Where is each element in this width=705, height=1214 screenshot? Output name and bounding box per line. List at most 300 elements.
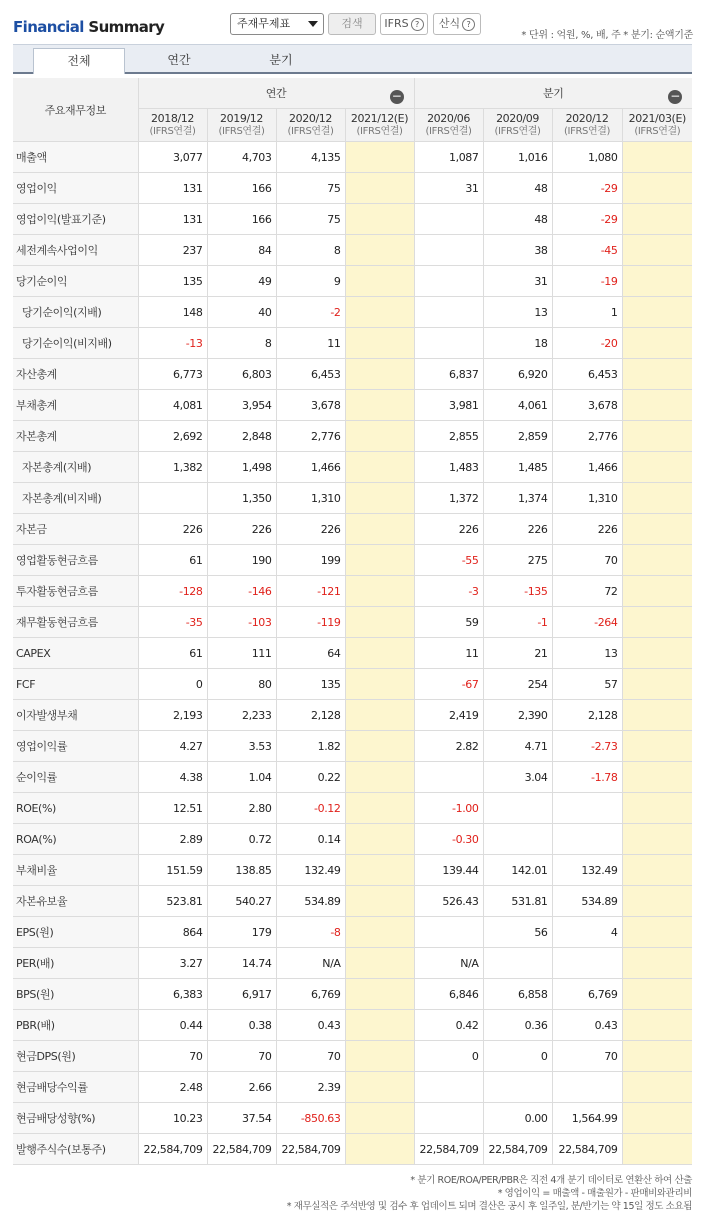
- table-row: [13, 1134, 692, 1165]
- row-label[interactable]: 자본총계: [13, 421, 138, 452]
- table-cell: -29: [552, 173, 622, 204]
- table-cell: -121: [276, 576, 345, 607]
- table-cell: 80: [207, 669, 276, 700]
- table-cell: [345, 328, 414, 359]
- unit-note: * 단위 : 억원, %, 배, 주 * 분기: 순액기준: [521, 30, 693, 41]
- table-cell: [345, 1010, 414, 1041]
- table-cell: 226: [483, 514, 552, 545]
- search-button[interactable]: 검색: [328, 13, 376, 35]
- table-cell: [414, 328, 483, 359]
- table-row: [13, 390, 692, 421]
- table-cell: 3,954: [207, 390, 276, 421]
- table-cell: 4: [552, 917, 622, 948]
- table-cell: 166: [207, 204, 276, 235]
- statement-select-value: 주재무제표: [237, 17, 291, 30]
- table-cell: -1.78: [552, 762, 622, 793]
- column-basis: (IFRS연결): [634, 126, 681, 137]
- table-cell: 70: [552, 1041, 622, 1072]
- table-cell: [345, 204, 414, 235]
- table-cell: 1,498: [207, 452, 276, 483]
- column-basis: (IFRS연결): [425, 126, 472, 137]
- question-icon: ?: [462, 18, 475, 31]
- table-cell: 6,453: [276, 359, 345, 390]
- table-cell: 2,855: [414, 421, 483, 452]
- table-cell: -8: [276, 917, 345, 948]
- table-cell: 84: [207, 235, 276, 266]
- table-cell: [414, 297, 483, 328]
- table-cell: 48: [483, 173, 552, 204]
- table-cell: [345, 855, 414, 886]
- table-cell: [345, 1041, 414, 1072]
- table-cell: 6,769: [552, 979, 622, 1010]
- table-cell: 0.36: [483, 1010, 552, 1041]
- table-cell: -35: [138, 607, 207, 638]
- column-basis: (IFRS연결): [356, 126, 403, 137]
- tab-quarterly[interactable]: 분기: [269, 53, 293, 67]
- row-label[interactable]: 영업이익률: [13, 731, 138, 762]
- table-cell: -19: [552, 266, 622, 297]
- table-cell: -103: [207, 607, 276, 638]
- table-cell: 1,350: [207, 483, 276, 514]
- row-label[interactable]: 세전계속사업이익: [13, 235, 138, 266]
- table-cell: [345, 948, 414, 979]
- table-cell: 135: [138, 266, 207, 297]
- table-cell: 534.89: [552, 886, 622, 917]
- table-cell: 0.43: [552, 1010, 622, 1041]
- row-label[interactable]: FCF: [13, 669, 138, 700]
- table-cell: [345, 421, 414, 452]
- table-cell: 132.49: [552, 855, 622, 886]
- table-row: [13, 948, 692, 979]
- table-cell: 0.44: [138, 1010, 207, 1041]
- row-label[interactable]: 부채비율: [13, 855, 138, 886]
- table-cell: [622, 1103, 692, 1134]
- table-cell: 13: [552, 638, 622, 669]
- table-cell: [345, 142, 414, 173]
- table-cell: 2,859: [483, 421, 552, 452]
- table-cell: 1,382: [138, 452, 207, 483]
- table-cell: 1,483: [414, 452, 483, 483]
- table-row: [13, 607, 692, 638]
- table-cell: [345, 1103, 414, 1134]
- formula-help-button[interactable]: [433, 13, 481, 35]
- table-cell: 2.66: [207, 1072, 276, 1103]
- table-cell: [622, 359, 692, 390]
- table-cell: [622, 607, 692, 638]
- row-label[interactable]: 당기순이익: [13, 266, 138, 297]
- table-cell: 1: [552, 297, 622, 328]
- table-cell: 31: [483, 266, 552, 297]
- table-cell: 3.27: [138, 948, 207, 979]
- table-cell: 2.89: [138, 824, 207, 855]
- table-cell: -29: [552, 204, 622, 235]
- table-row: [13, 731, 692, 762]
- table-cell: 0.22: [276, 762, 345, 793]
- table-row: [13, 483, 692, 514]
- collapse-annual-icon[interactable]: −: [390, 90, 404, 104]
- table-cell: [414, 204, 483, 235]
- table-cell: 22,584,709: [276, 1134, 345, 1165]
- table-cell: 6,920: [483, 359, 552, 390]
- column-basis: (IFRS연결): [218, 126, 265, 137]
- table-cell: 4,703: [207, 142, 276, 173]
- table-cell: 1,374: [483, 483, 552, 514]
- footnote-1: * 분기 ROE/ROA/PER/PBR은 직전 4개 분기 데이터로 연환산 하여 산출: [410, 1175, 692, 1186]
- table-cell: 4.27: [138, 731, 207, 762]
- row-label[interactable]: 이자발생부채: [13, 700, 138, 731]
- row-label[interactable]: 매출액: [13, 142, 138, 173]
- column-basis: (IFRS연결): [287, 126, 334, 137]
- table-cell: [345, 514, 414, 545]
- table-cell: 8: [276, 235, 345, 266]
- table-cell: 0.38: [207, 1010, 276, 1041]
- table-cell: 2.80: [207, 793, 276, 824]
- table-row: [13, 1010, 692, 1041]
- row-label[interactable]: 영업활동현금흐름: [13, 545, 138, 576]
- table-cell: 142.01: [483, 855, 552, 886]
- table-row: [13, 545, 692, 576]
- row-label[interactable]: 부채총계: [13, 390, 138, 421]
- table-cell: 11: [276, 328, 345, 359]
- table-cell: 6,917: [207, 979, 276, 1010]
- table-cell: 132.49: [276, 855, 345, 886]
- table-cell: [622, 483, 692, 514]
- table-cell: 1,087: [414, 142, 483, 173]
- row-label[interactable]: 발행주식수(보통주): [13, 1134, 138, 1165]
- table-cell: 22,584,709: [138, 1134, 207, 1165]
- table-cell: 2.39: [276, 1072, 345, 1103]
- table-cell: [414, 1103, 483, 1134]
- table-cell: 166: [207, 173, 276, 204]
- table-cell: 1,466: [552, 452, 622, 483]
- table-row: [13, 1041, 692, 1072]
- table-cell: 22,584,709: [552, 1134, 622, 1165]
- row-label[interactable]: 자본금: [13, 514, 138, 545]
- table-cell: [345, 173, 414, 204]
- row-label[interactable]: ROE(%): [13, 793, 138, 824]
- table-cell: 148: [138, 297, 207, 328]
- column-date: 2019/12: [220, 112, 263, 125]
- table-cell: 531.81: [483, 886, 552, 917]
- table-cell: [345, 762, 414, 793]
- table-cell: 31: [414, 173, 483, 204]
- table-cell: 135: [276, 669, 345, 700]
- row-label[interactable]: EPS(원): [13, 917, 138, 948]
- table-cell: -146: [207, 576, 276, 607]
- column-date: 2020/06: [427, 112, 470, 125]
- table-cell: 18: [483, 328, 552, 359]
- row-label[interactable]: BPS(원): [13, 979, 138, 1010]
- column-header: [552, 109, 622, 142]
- column-date: 2018/12: [151, 112, 194, 125]
- table-cell: [622, 948, 692, 979]
- table-cell: [345, 793, 414, 824]
- table-cell: 0.14: [276, 824, 345, 855]
- table-cell: 534.89: [276, 886, 345, 917]
- table-cell: [622, 886, 692, 917]
- row-label[interactable]: 자본총계(비지배): [13, 483, 138, 514]
- table-cell: [622, 297, 692, 328]
- table-cell: 21: [483, 638, 552, 669]
- table-cell: 111: [207, 638, 276, 669]
- statement-select[interactable]: [230, 13, 324, 35]
- row-label[interactable]: 현금배당성향(%): [13, 1103, 138, 1134]
- table-cell: [622, 669, 692, 700]
- column-date: 2020/09: [496, 112, 539, 125]
- table-cell: [552, 793, 622, 824]
- row-label[interactable]: PBR(배): [13, 1010, 138, 1041]
- table-cell: 226: [276, 514, 345, 545]
- title-financial: Financial: [13, 18, 84, 36]
- row-label[interactable]: 현금DPS(원): [13, 1041, 138, 1072]
- table-cell: 190: [207, 545, 276, 576]
- table-cell: 4,081: [138, 390, 207, 421]
- period-tabs: [13, 44, 692, 74]
- footnote-3: * 재무실적은 주석반영 및 검수 후 업데이트 되며 결산은 공시 후 일주일, 분/반기는 약 15일 정도 소요됨: [286, 1201, 692, 1212]
- table-cell: [622, 266, 692, 297]
- table-cell: 199: [276, 545, 345, 576]
- table-row: [13, 142, 692, 173]
- table-cell: [622, 824, 692, 855]
- financial-summary-table: [13, 78, 692, 1165]
- table-cell: -13: [138, 328, 207, 359]
- page-title: [13, 18, 164, 36]
- table-cell: 540.27: [207, 886, 276, 917]
- table-cell: [345, 824, 414, 855]
- table-cell: 131: [138, 204, 207, 235]
- top-bar: [0, 0, 705, 44]
- table-cell: 11: [414, 638, 483, 669]
- table-row: [13, 824, 692, 855]
- table-cell: 40: [207, 297, 276, 328]
- table-cell: -20: [552, 328, 622, 359]
- row-label[interactable]: 영업이익: [13, 173, 138, 204]
- table-cell: 1,080: [552, 142, 622, 173]
- table-cell: 22,584,709: [483, 1134, 552, 1165]
- table-cell: [345, 886, 414, 917]
- table-cell: [622, 235, 692, 266]
- table-cell: -264: [552, 607, 622, 638]
- table-row: [13, 235, 692, 266]
- table-cell: 38: [483, 235, 552, 266]
- row-label[interactable]: 투자활동현금흐름: [13, 576, 138, 607]
- table-cell: 0.00: [483, 1103, 552, 1134]
- table-cell: 14.74: [207, 948, 276, 979]
- table-cell: 2,848: [207, 421, 276, 452]
- collapse-quarter-icon[interactable]: −: [668, 90, 682, 104]
- question-icon: ?: [411, 18, 424, 31]
- table-cell: 6,837: [414, 359, 483, 390]
- table-cell: 1,485: [483, 452, 552, 483]
- title-summary: Summary: [83, 18, 165, 36]
- group-header-quarter: [414, 78, 692, 109]
- table-cell: [622, 452, 692, 483]
- table-cell: [483, 824, 552, 855]
- table-cell: -850.63: [276, 1103, 345, 1134]
- table-cell: 13: [483, 297, 552, 328]
- table-row: [13, 979, 692, 1010]
- table-cell: [622, 421, 692, 452]
- table-cell: [138, 483, 207, 514]
- column-basis: (IFRS연결): [564, 126, 610, 137]
- table-cell: -45: [552, 235, 622, 266]
- table-cell: 2,128: [276, 700, 345, 731]
- table-cell: [622, 576, 692, 607]
- row-label[interactable]: 자본총계(지배): [13, 452, 138, 483]
- table-cell: [345, 638, 414, 669]
- table-row: [13, 421, 692, 452]
- table-cell: 57: [552, 669, 622, 700]
- table-cell: [622, 1010, 692, 1041]
- table-cell: 864: [138, 917, 207, 948]
- table-row: [13, 452, 692, 483]
- chevron-down-icon: [308, 21, 318, 27]
- table-row: [13, 1103, 692, 1134]
- table-cell: 226: [414, 514, 483, 545]
- table-cell: 151.59: [138, 855, 207, 886]
- table-cell: 61: [138, 545, 207, 576]
- table-body: [13, 142, 692, 1165]
- table-cell: 56: [483, 917, 552, 948]
- table-cell: [552, 824, 622, 855]
- tab-annual[interactable]: 연간: [167, 53, 191, 67]
- column-header: [276, 109, 345, 142]
- row-label[interactable]: 자본유보율: [13, 886, 138, 917]
- table-cell: [622, 917, 692, 948]
- table-cell: 254: [483, 669, 552, 700]
- table-cell: [622, 855, 692, 886]
- table-cell: 8: [207, 328, 276, 359]
- row-label[interactable]: CAPEX: [13, 638, 138, 669]
- table-cell: -0.12: [276, 793, 345, 824]
- tab-all[interactable]: 전체: [33, 48, 125, 74]
- table-cell: [345, 390, 414, 421]
- table-cell: 12.51: [138, 793, 207, 824]
- row-label[interactable]: 현금배당수익률: [13, 1072, 138, 1103]
- table-cell: [345, 266, 414, 297]
- table-cell: 226: [207, 514, 276, 545]
- table-cell: 70: [276, 1041, 345, 1072]
- table-row: [13, 576, 692, 607]
- table-cell: 6,769: [276, 979, 345, 1010]
- table-row: [13, 266, 692, 297]
- table-cell: 3,678: [552, 390, 622, 421]
- table-cell: [345, 576, 414, 607]
- formula-label: 산식: [438, 17, 461, 30]
- row-label[interactable]: 재무활동현금흐름: [13, 607, 138, 638]
- table-cell: [622, 390, 692, 421]
- table-cell: 6,803: [207, 359, 276, 390]
- table-cell: 1,466: [276, 452, 345, 483]
- table-cell: [622, 328, 692, 359]
- table-cell: 1,016: [483, 142, 552, 173]
- table-cell: 2,776: [552, 421, 622, 452]
- table-cell: 0: [138, 669, 207, 700]
- table-cell: -128: [138, 576, 207, 607]
- table-cell: -135: [483, 576, 552, 607]
- table-cell: 1.82: [276, 731, 345, 762]
- table-cell: [622, 1072, 692, 1103]
- table-row: [13, 328, 692, 359]
- table-cell: [622, 142, 692, 173]
- table-cell: 48: [483, 204, 552, 235]
- table-cell: [345, 731, 414, 762]
- table-cell: 75: [276, 204, 345, 235]
- group-annual-label: 연간: [265, 87, 287, 100]
- column-header: [622, 109, 692, 142]
- ifrs-help-button[interactable]: [380, 13, 428, 35]
- table-cell: [345, 669, 414, 700]
- table-cell: [345, 452, 414, 483]
- table-cell: 0: [414, 1041, 483, 1072]
- column-basis: (IFRS연결): [494, 126, 541, 137]
- table-cell: 4.71: [483, 731, 552, 762]
- table-cell: [622, 979, 692, 1010]
- table-row: [13, 886, 692, 917]
- table-cell: [622, 1041, 692, 1072]
- table-cell: 59: [414, 607, 483, 638]
- table-cell: [552, 948, 622, 979]
- table-row: [13, 1072, 692, 1103]
- table-cell: 61: [138, 638, 207, 669]
- row-label[interactable]: PER(배): [13, 948, 138, 979]
- table-cell: 1,310: [552, 483, 622, 514]
- table-cell: 2,390: [483, 700, 552, 731]
- table-cell: -2: [276, 297, 345, 328]
- table-cell: 2,692: [138, 421, 207, 452]
- table-cell: 4.38: [138, 762, 207, 793]
- table-cell: [345, 483, 414, 514]
- table-cell: N/A: [414, 948, 483, 979]
- corner-label: 주요재무정보: [13, 78, 138, 142]
- row-label[interactable]: 당기순이익(비지배): [13, 328, 138, 359]
- row-label[interactable]: 영업이익(발표기준): [13, 204, 138, 235]
- table-cell: 131: [138, 173, 207, 204]
- table-row: [13, 514, 692, 545]
- table-cell: 237: [138, 235, 207, 266]
- table-cell: [483, 1072, 552, 1103]
- table-cell: [345, 979, 414, 1010]
- row-label[interactable]: 순이익률: [13, 762, 138, 793]
- table-cell: 179: [207, 917, 276, 948]
- table-cell: 138.85: [207, 855, 276, 886]
- column-header: [483, 109, 552, 142]
- table-cell: -2.73: [552, 731, 622, 762]
- table-cell: 2,233: [207, 700, 276, 731]
- table-cell: 72: [552, 576, 622, 607]
- row-label[interactable]: 당기순이익(지배): [13, 297, 138, 328]
- table-cell: [622, 514, 692, 545]
- table-cell: 0.43: [276, 1010, 345, 1041]
- table-cell: 22,584,709: [207, 1134, 276, 1165]
- row-label[interactable]: ROA(%): [13, 824, 138, 855]
- table-cell: [552, 1072, 622, 1103]
- table-cell: [414, 917, 483, 948]
- table-cell: 3,077: [138, 142, 207, 173]
- table-cell: 139.44: [414, 855, 483, 886]
- table-cell: 10.23: [138, 1103, 207, 1134]
- table-cell: 2.82: [414, 731, 483, 762]
- table-cell: 6,383: [138, 979, 207, 1010]
- table-cell: 226: [138, 514, 207, 545]
- table-cell: 70: [138, 1041, 207, 1072]
- row-label[interactable]: 자산총계: [13, 359, 138, 390]
- table-cell: 6,846: [414, 979, 483, 1010]
- table-row: [13, 638, 692, 669]
- table-cell: 6,773: [138, 359, 207, 390]
- table-cell: 22,584,709: [414, 1134, 483, 1165]
- table-cell: 37.54: [207, 1103, 276, 1134]
